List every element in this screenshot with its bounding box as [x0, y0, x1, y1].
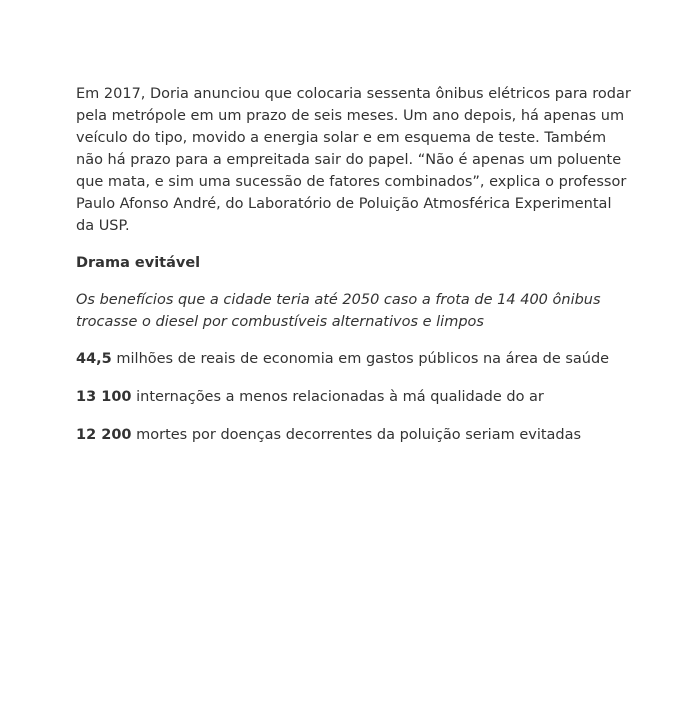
stat-text: milhões de reais de economia em gastos públicos na área de saúde: [111, 351, 610, 367]
stat-item: [76, 424, 632, 446]
stat-text: mortes por doenças decorrentes da poluição seriam evitadas: [131, 427, 582, 443]
stat-value: 12 200: [76, 427, 132, 443]
stat-value: 44,5: [76, 351, 112, 367]
intro-paragraph: Em 2017, Doria anunciou que colocaria sessenta ônibus elétricos para rodar pela metrópole em um prazo de seis meses. Um ano depois, há apenas um veículo do tipo, movido a energia solar e em esquema de teste. Também não há prazo para a empreitada sair do papel. “Não é apenas um poluente que mata, e sim uma sucessão de fatores combinados”, explica o professor Paulo Afonso André, do Laboratório de Poluição Atmosférica Experimental da USP.: [76, 86, 631, 234]
section-lead: Os benefícios que a cidade teria até 2050 caso a frota de 14 400 ônibus trocasse o diesel por combustíveis alternativos e limpos: [76, 292, 601, 330]
stat-value: 13 100: [76, 389, 132, 405]
stat-item: [76, 386, 632, 408]
section-heading: Drama evitável: [76, 255, 201, 271]
stat-item: [76, 348, 632, 370]
stat-text: internações a menos relacionadas à má qualidade do ar: [131, 389, 544, 405]
article-body: [76, 83, 632, 462]
